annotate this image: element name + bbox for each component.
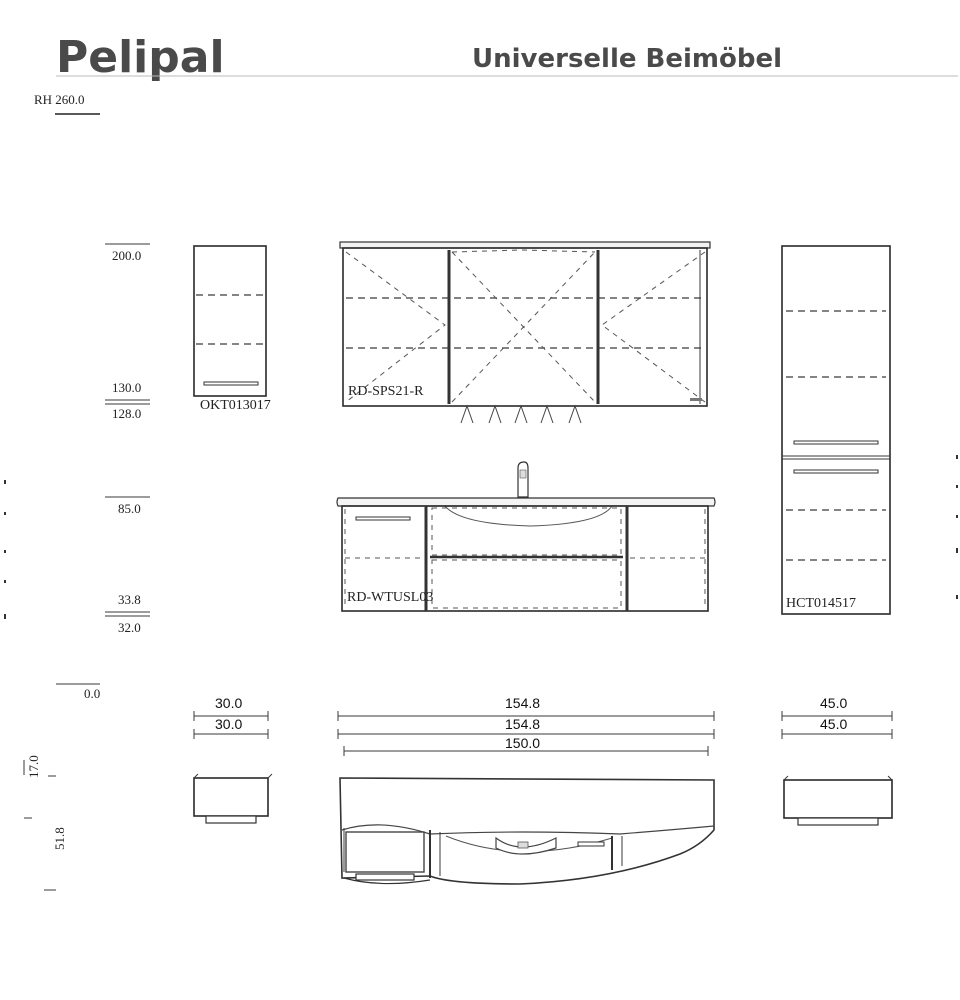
dim-depth-51-8: 51.8 (52, 827, 67, 850)
plan-view-vanity (340, 778, 714, 884)
dim-center-width-1: 154.8 (505, 695, 541, 711)
edge-ticks (4, 455, 958, 619)
level-0: 0.0 (84, 686, 101, 701)
plan-view-wall-cabinet (194, 774, 272, 823)
vanity-code: RD-WTUSL03 (347, 590, 434, 605)
depth-dimensions (24, 755, 67, 890)
wall-cabinet-code: OKT013017 (200, 398, 271, 413)
vanity-unit (337, 462, 715, 611)
mirror-cabinet (340, 242, 710, 423)
mirror-cabinet-code: RD-SPS21-R (348, 384, 424, 399)
faucet-icon (518, 462, 528, 497)
dim-right-width-1: 45.0 (820, 695, 848, 711)
width-dimensions (194, 695, 892, 756)
level-128: 128.0 (112, 406, 142, 421)
level-33-8: 33.8 (118, 592, 141, 607)
tall-cabinet-code: HCT014517 (786, 596, 856, 611)
level-85: 85.0 (118, 501, 141, 516)
plan-view-tall-cabinet (784, 776, 892, 825)
level-markers (56, 244, 150, 701)
level-130: 130.0 (112, 380, 142, 395)
dim-depth-17: 17.0 (26, 755, 41, 778)
level-200: 200.0 (112, 248, 142, 263)
dim-left-width-1: 30.0 (215, 695, 243, 711)
tall-cabinet (782, 246, 890, 614)
dim-center-width-3: 150.0 (505, 735, 541, 751)
brand-logo: Pelipal (56, 32, 225, 83)
dim-right-width-2: 45.0 (820, 716, 848, 732)
dim-left-width-2: 30.0 (215, 716, 243, 732)
level-32: 32.0 (118, 620, 141, 635)
series-title: Universelle Beimöbel (472, 44, 783, 74)
downlight-rays (461, 406, 581, 423)
wall-cabinet (194, 246, 271, 413)
room-height-label: RH 260.0 (34, 92, 85, 107)
dim-center-width-2: 154.8 (505, 716, 541, 732)
